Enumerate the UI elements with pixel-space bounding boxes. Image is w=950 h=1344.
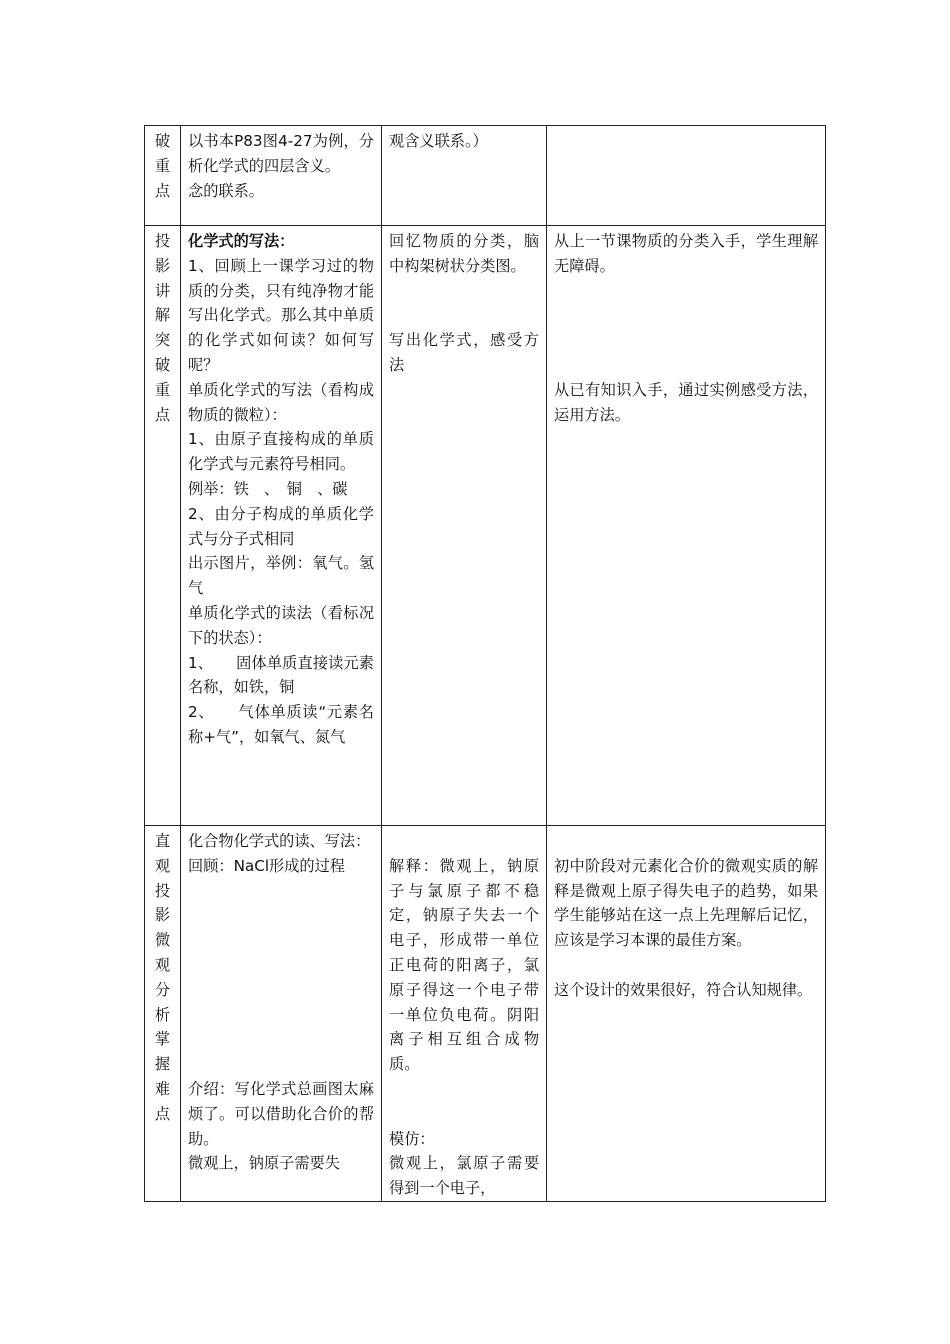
table-row bbox=[145, 826, 826, 1202]
stage-char: 掌 bbox=[154, 1030, 171, 1049]
teacher-activity-cell bbox=[181, 126, 382, 226]
stage-char: 影 bbox=[154, 906, 171, 925]
stage-char: 重 bbox=[154, 156, 171, 175]
paragraph: 微观上，氯原子需要得到一个电子， bbox=[389, 1154, 539, 1198]
paragraph: 例举：铁 、 铜 、碳 bbox=[188, 479, 348, 498]
paragraph: 化合物化学式的读、写法： bbox=[188, 832, 371, 850]
teacher-activity-cell bbox=[181, 226, 382, 826]
paragraph: 模仿： bbox=[389, 1129, 435, 1148]
stage-char: 破 bbox=[154, 355, 171, 374]
stage-char: 投 bbox=[154, 232, 171, 250]
paragraph: 1、由原子直接构成的单质化学式与元素符号相同。 bbox=[188, 430, 374, 474]
stage-char: 破 bbox=[154, 132, 171, 150]
stage-char: 微 bbox=[154, 931, 171, 950]
stage-cell bbox=[145, 126, 181, 226]
paragraph: 回顾：NaCl形成的过程 bbox=[188, 856, 345, 875]
stage-cell bbox=[145, 826, 181, 1202]
paragraph: 写出化学式，感受方法 bbox=[389, 331, 539, 374]
student-activity-cell bbox=[382, 226, 547, 826]
paragraph: 观含义联系。） bbox=[389, 132, 488, 150]
paragraph: 回忆物质的分类，脑中构架树状分类图。 bbox=[389, 232, 539, 275]
stage-char: 重 bbox=[154, 380, 171, 399]
stage-char: 点 bbox=[154, 181, 171, 200]
stage-char: 观 bbox=[154, 955, 171, 974]
paragraph: 微观上，钠原子需要失 bbox=[188, 1154, 340, 1173]
paragraph: 念的联系。 bbox=[188, 181, 264, 200]
paragraph: 从已有知识入手，通过实例感受方法，运用方法。 bbox=[554, 380, 818, 424]
paragraph: 1、 固体单质直接读元素名称，如铁，铜 bbox=[188, 653, 374, 697]
stage-char: 分 bbox=[154, 980, 171, 999]
paragraph: 单质化学式的写法（看构成物质的微粒）： bbox=[188, 380, 374, 424]
design-intent-cell bbox=[547, 826, 826, 1202]
teacher-activity-cell bbox=[181, 826, 382, 1202]
stage-char: 点 bbox=[154, 1104, 171, 1123]
stage-char: 解 bbox=[154, 306, 171, 325]
table-row bbox=[145, 226, 826, 826]
lesson-plan-table bbox=[144, 125, 826, 1202]
table-row bbox=[145, 126, 826, 226]
paragraph: 介绍：写化学式总画图太麻烦了。可以借助化合价的帮助。 bbox=[188, 1079, 374, 1148]
stage-char: 突 bbox=[154, 331, 171, 350]
stage-cell bbox=[145, 226, 181, 826]
section-heading: 化学式的写法： bbox=[188, 232, 295, 250]
paragraph: 这个设计的效果很好，符合认知规律。 bbox=[554, 980, 813, 999]
design-intent-cell bbox=[547, 126, 826, 226]
stage-char: 直 bbox=[154, 832, 171, 850]
design-intent-cell bbox=[547, 226, 826, 826]
paragraph: 解释：微观上，钠原子与氯原子都不稳定，钠原子失去一个电子，形成带一单位正电荷的阳离子，氯原子得这一个电子带一单位负电荷。阴阳离子相互组合成物质。 bbox=[389, 856, 539, 1074]
stage-char: 握 bbox=[154, 1055, 171, 1074]
stage-char: 点 bbox=[154, 405, 171, 424]
stage-char: 难 bbox=[154, 1079, 171, 1098]
student-activity-cell bbox=[382, 826, 547, 1202]
paragraph: 单质化学式的读法（看标况下的状态）： bbox=[188, 603, 374, 647]
paragraph: 初中阶段对元素化合价的微观实质的解释是微观上原子得失电子的趋势，如果学生能够站在这一点上先理解后记忆，应该是学习本课的最佳方案。 bbox=[554, 856, 818, 950]
paragraph: 从上一节课物质的分类入手，学生理解无障碍。 bbox=[554, 232, 818, 275]
paragraph: 2、 气体单质读“元素名称+气”，如氧气、氮气 bbox=[188, 703, 374, 746]
stage-char: 投 bbox=[154, 881, 171, 900]
stage-char: 观 bbox=[154, 856, 171, 875]
paragraph: 1、回顾上一课学习过的物质的分类，只有纯净物才能写出化学式。那么其中单质的化学式如何读？如何写呢？ bbox=[188, 256, 374, 374]
student-activity-cell bbox=[382, 126, 547, 226]
paragraph: 出示图片，举例：氧气。氢气 bbox=[188, 554, 374, 598]
stage-char: 析 bbox=[154, 1005, 171, 1024]
paragraph: 2、由分子构成的单质化学式与分子式相同 bbox=[188, 504, 374, 548]
paragraph: 以书本P83图4-27为例，分析化学式的四层含义。 bbox=[188, 132, 374, 175]
stage-char: 讲 bbox=[154, 281, 171, 300]
stage-char: 影 bbox=[154, 256, 171, 275]
